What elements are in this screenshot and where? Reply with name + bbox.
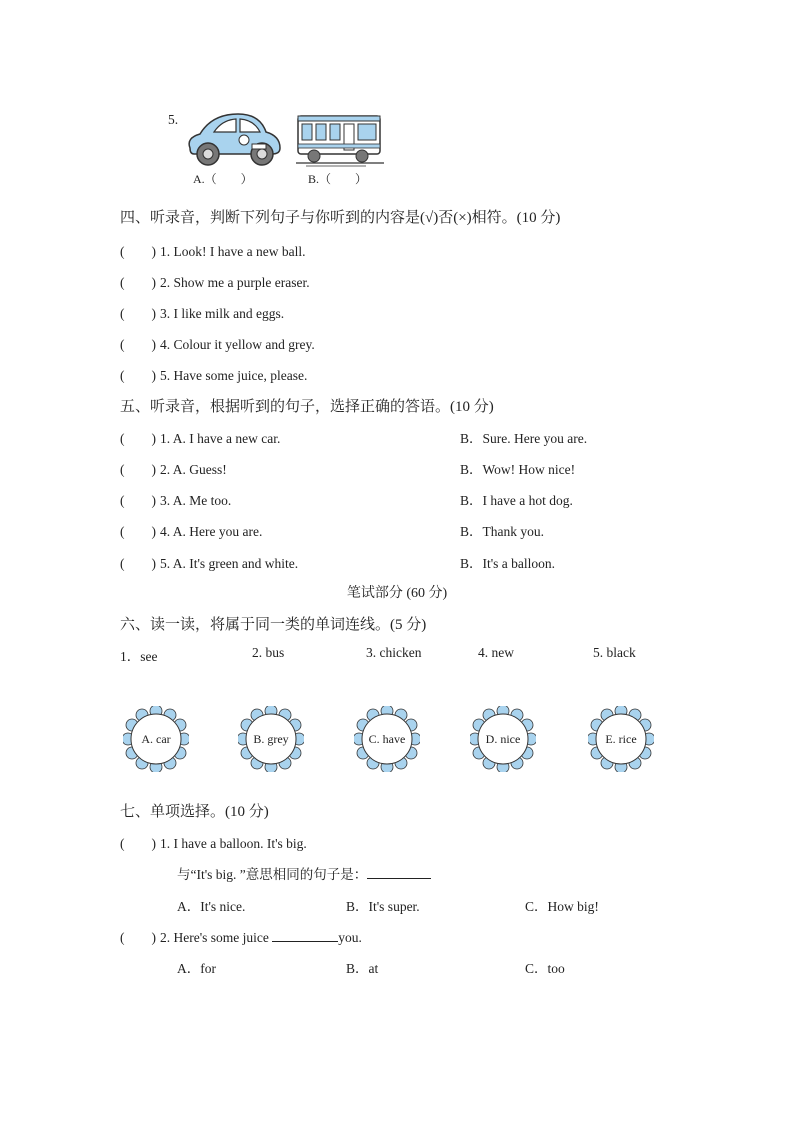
flower-option[interactable] bbox=[470, 706, 536, 772]
option-a: 1. A. I have a new car. bbox=[160, 431, 281, 446]
item-text: 5. Have some juice, please. bbox=[160, 368, 308, 383]
option[interactable]: B．It's super. bbox=[346, 899, 420, 914]
flower-label: C. have bbox=[368, 731, 406, 746]
section6-title: 六、读一读，将属于同一类的单词连线。(5 分) bbox=[120, 617, 427, 633]
question-text: 2. Here's some juice bbox=[160, 930, 273, 945]
section5-item bbox=[120, 458, 227, 478]
answer-blank[interactable] bbox=[367, 878, 431, 879]
section5-title: 五、听录音，根据听到的句子，选择正确的答语。(10 分) bbox=[120, 399, 494, 415]
flower-label: D. nice bbox=[485, 731, 521, 746]
answer-paren[interactable]: ( ) bbox=[120, 275, 156, 290]
option-a: 3. A. Me too. bbox=[160, 493, 232, 508]
prompt-text: 与“It's big. ”意思相同的句子是： bbox=[177, 867, 368, 882]
q5-number: 5. bbox=[168, 112, 179, 127]
section5-item bbox=[120, 427, 280, 447]
answer-paren[interactable]: ( ) bbox=[120, 431, 156, 446]
word-item[interactable]: 4. new bbox=[478, 645, 514, 660]
word-item[interactable]: 2. bus bbox=[252, 645, 285, 660]
question-text: 1. I have a balloon. It's big. bbox=[160, 836, 307, 851]
flower-label: E. rice bbox=[605, 731, 637, 746]
q5-label-a: A.（ ） bbox=[193, 172, 253, 186]
question-text-end: you. bbox=[338, 930, 362, 945]
question-prompt bbox=[177, 863, 431, 883]
option-b: B．I have a hot dog. bbox=[460, 493, 573, 508]
option[interactable]: A．for bbox=[177, 961, 216, 976]
section4-title: 四、听录音，判断下列句子与你听到的内容是(√)否(×)相符。(10 分) bbox=[120, 210, 561, 226]
flower-label: B. grey bbox=[253, 731, 289, 746]
option-b: B．Wow! How nice! bbox=[460, 462, 576, 477]
section4-item bbox=[120, 240, 305, 260]
option-b: B．Thank you. bbox=[460, 524, 544, 539]
answer-paren[interactable]: ( ) bbox=[120, 556, 156, 571]
word-item[interactable]: 1．see bbox=[120, 649, 158, 664]
flower-option[interactable] bbox=[238, 706, 304, 772]
option-b: B．It's a balloon. bbox=[460, 556, 556, 571]
answer-paren[interactable]: ( ) bbox=[120, 337, 156, 352]
written-part-title: 笔试部分 (60 分) bbox=[346, 586, 448, 601]
section4-item bbox=[120, 364, 307, 384]
car-icon bbox=[182, 108, 284, 173]
item-text: 4. Colour it yellow and grey. bbox=[160, 337, 315, 352]
option[interactable]: C．How big! bbox=[525, 899, 599, 914]
option[interactable]: A．It's nice. bbox=[177, 899, 246, 914]
flower-option[interactable] bbox=[123, 706, 189, 772]
item-text: 2. Show me a purple eraser. bbox=[160, 275, 310, 290]
item-text: 3. I like milk and eggs. bbox=[160, 306, 285, 321]
option-b: B．Sure. Here you are. bbox=[460, 431, 588, 446]
section7-question bbox=[120, 832, 307, 852]
option-a: 4. A. Here you are. bbox=[160, 524, 263, 539]
answer-blank[interactable] bbox=[272, 941, 338, 942]
answer-paren[interactable]: ( ) bbox=[120, 244, 156, 259]
answer-paren[interactable]: ( ) bbox=[120, 462, 156, 477]
answer-paren[interactable]: ( ) bbox=[120, 930, 156, 945]
q5-label-b: B.（ ） bbox=[308, 172, 368, 186]
section4-item bbox=[120, 302, 284, 322]
section5-item bbox=[120, 552, 298, 572]
word-item[interactable]: 5. black bbox=[593, 645, 636, 660]
option-a: 2. A. Guess! bbox=[160, 462, 227, 477]
answer-paren[interactable]: ( ) bbox=[120, 306, 156, 321]
answer-paren[interactable]: ( ) bbox=[120, 524, 156, 539]
section7-question bbox=[120, 926, 362, 946]
flower-label: A. car bbox=[141, 731, 171, 746]
flower-option[interactable] bbox=[354, 706, 420, 772]
answer-paren[interactable]: ( ) bbox=[120, 368, 156, 383]
option[interactable]: C．too bbox=[525, 961, 565, 976]
word-item[interactable]: 3. chicken bbox=[366, 645, 422, 660]
bus-icon bbox=[296, 112, 384, 173]
section5-item bbox=[120, 489, 231, 509]
section5-item bbox=[120, 520, 262, 540]
section4-item bbox=[120, 333, 315, 353]
section4-item bbox=[120, 271, 310, 291]
item-text: 1. Look! I have a new ball. bbox=[160, 244, 306, 259]
option-a: 5. A. It's green and white. bbox=[160, 556, 299, 571]
answer-paren[interactable]: ( ) bbox=[120, 836, 156, 851]
answer-paren[interactable]: ( ) bbox=[120, 493, 156, 508]
option[interactable]: B．at bbox=[346, 961, 379, 976]
flower-option[interactable] bbox=[588, 706, 654, 772]
section7-title: 七、单项选择。(10 分) bbox=[120, 804, 269, 820]
